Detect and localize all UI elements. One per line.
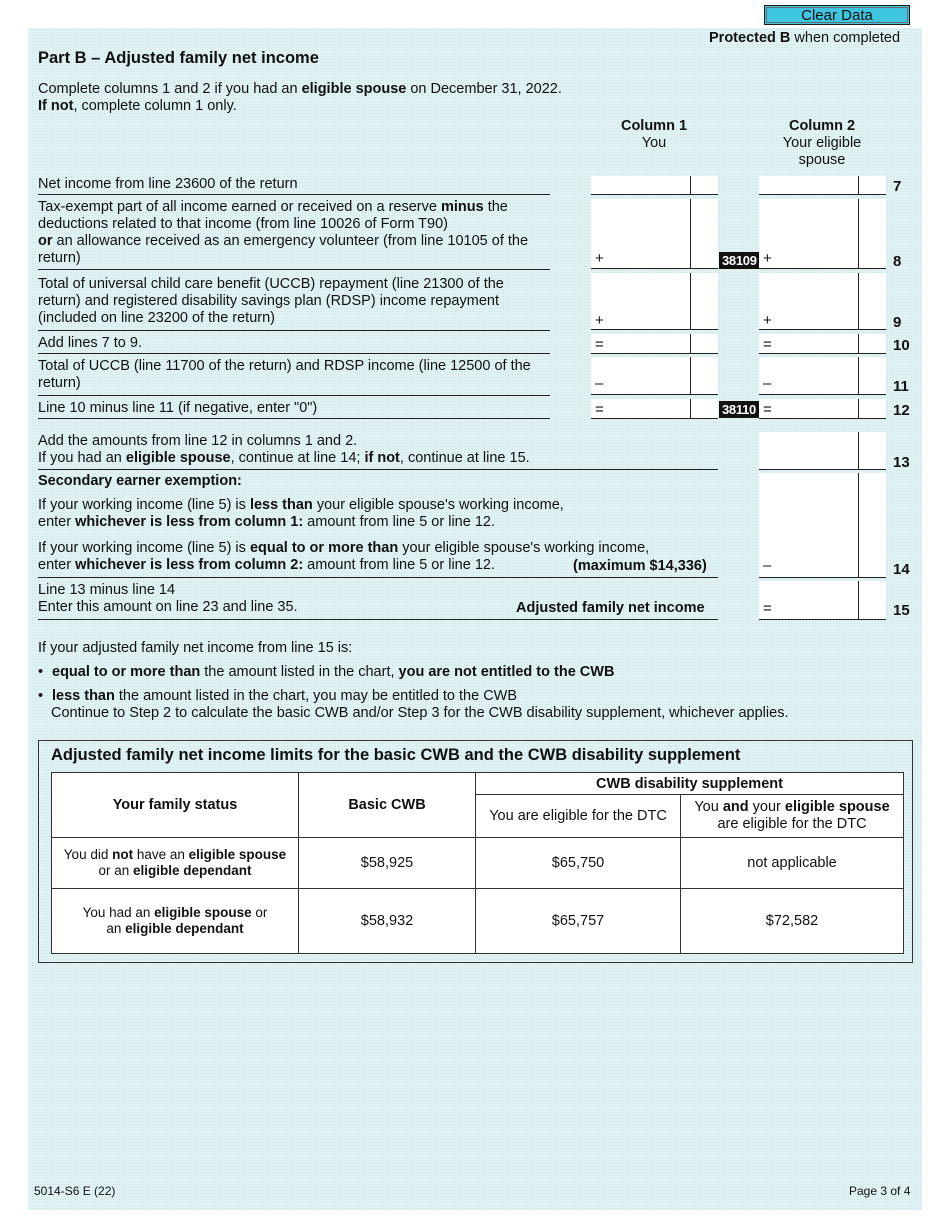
line-9-col1-input[interactable] (591, 273, 691, 330)
line-14-text: If your working income (line 5) is (38, 497, 250, 513)
minus-operator: – (763, 557, 772, 574)
line-11-col1-cents[interactable] (691, 357, 718, 395)
adjusted-family-net-income-label: Adjusted family net income (516, 600, 705, 616)
clear-data-button[interactable]: Clear Data (764, 5, 910, 25)
row-2-dtc-both: $72,582 (681, 889, 904, 954)
secondary-earner-heading: Secondary earner exemption: (38, 473, 242, 489)
form-id: 5014-S6 E (22) (34, 1184, 116, 1198)
line-13-input[interactable] (759, 432, 859, 470)
row-2-dtc-you: $65,757 (476, 889, 681, 954)
intro-text: , complete column 1 only. (73, 98, 237, 114)
divider (38, 330, 550, 331)
column-1-subtitle: You (641, 135, 667, 151)
line-14-cents[interactable] (859, 473, 886, 578)
line-13-text: If you had an (38, 450, 126, 466)
row-1-dtc-both: not applicable (681, 838, 904, 889)
line-9-col2-cents[interactable] (859, 273, 886, 330)
part-b-title: Part B – Adjusted family net income (38, 49, 319, 67)
column-2-subtitle: spouse (798, 152, 846, 168)
line-8-col2-input[interactable] (759, 199, 859, 269)
line-14-text: your eligible spouse's working income, (398, 540, 650, 556)
header-bold: and (722, 799, 749, 815)
line-8-col2-cents[interactable] (859, 199, 886, 269)
line-10-col1-input[interactable] (591, 334, 691, 354)
cell-text: an (106, 921, 126, 936)
intro-bold: If not (38, 98, 74, 114)
bullet-text: the amount listed in the chart, (200, 664, 399, 680)
line-15-cents[interactable] (859, 581, 886, 620)
plus-operator: + (763, 312, 772, 329)
cell-text: have an (133, 847, 189, 862)
line-8-label (38, 199, 550, 267)
divider (38, 619, 718, 620)
cell-text: or (251, 905, 268, 920)
column-1-title: Column 1 (620, 118, 688, 134)
bullet-icon: • (38, 664, 44, 680)
header-bold: eligible spouse (784, 799, 890, 815)
line-12-col1-cents[interactable] (691, 399, 718, 419)
protected-b-bold: Protected B (709, 30, 791, 46)
header-basic-cwb: Basic CWB (299, 773, 476, 838)
line-8-text: an allowance received as an emergency volunteer (from line 10105 of the return) (38, 233, 529, 266)
line-10-col1-cents[interactable] (691, 334, 718, 354)
row-1-basic: $58,925 (299, 838, 476, 889)
line-12-number: 12 (893, 402, 910, 419)
cell-bold: not (112, 847, 134, 862)
entitlement-bullet-1 (38, 664, 898, 681)
header-family-status: Your family status (52, 773, 299, 838)
header-disability-supplement: CWB disability supplement (476, 773, 904, 795)
header-text: You (694, 799, 723, 815)
column-2-subtitle: Your eligible (782, 135, 862, 151)
line-11-col2-cents[interactable] (859, 357, 886, 395)
line-9-col2-input[interactable] (759, 273, 859, 330)
protected-b-label (709, 30, 900, 46)
line-10-col2-cents[interactable] (859, 334, 886, 354)
table-row (52, 889, 904, 954)
line-8-bold: minus (440, 199, 484, 215)
bullet-text: Continue to Step 2 to calculate the basic CWB and/or Step 3 for the CWB disability supplement, whichever applies. (51, 705, 789, 721)
line-10-label: Add lines 7 to 9. (38, 335, 142, 351)
line-11-col1-input[interactable] (591, 357, 691, 395)
line-12-col2-input[interactable] (759, 399, 859, 419)
table-header-row (52, 773, 904, 795)
divider (38, 418, 550, 419)
line-7-label: Net income from line 23600 of the return (38, 176, 298, 192)
line-14-text: enter (38, 557, 76, 573)
plus-operator: + (763, 250, 772, 267)
line-11-number: 11 (893, 378, 909, 395)
line-9-col1-cents[interactable] (691, 273, 718, 330)
row-1-dtc-you: $65,750 (476, 838, 681, 889)
intro-text: Complete columns 1 and 2 if you had an (38, 81, 302, 97)
minus-operator: – (595, 375, 604, 392)
entitlement-bullet-2 (38, 688, 898, 722)
line-14-text: your eligible spouse's working income, (312, 497, 564, 513)
equals-operator: = (763, 336, 772, 353)
header-text: your (748, 799, 785, 815)
divider (38, 269, 550, 270)
cell-bold: eligible spouse (188, 847, 287, 862)
line-7-col2-input[interactable] (759, 176, 859, 195)
page-number: Page 3 of 4 (849, 1184, 911, 1198)
line-7-number: 7 (893, 178, 902, 195)
bullet-icon: • (38, 688, 44, 704)
line-15-input[interactable] (759, 581, 859, 620)
plus-operator: + (595, 250, 604, 267)
equals-operator: = (595, 336, 604, 353)
bullet-bold: less than (52, 688, 115, 704)
equals-operator: = (763, 600, 772, 617)
line-15-text: Enter this amount on line 23 and line 35. (38, 599, 298, 615)
line-12-col1-input[interactable] (591, 399, 691, 419)
line-14-text: enter (38, 514, 76, 530)
line-8-bold: or (38, 233, 53, 249)
divider (38, 395, 550, 396)
line-14-bold: less than (249, 497, 313, 513)
cell-bold: eligible spouse (154, 905, 252, 920)
limits-chart-title: Adjusted family net income limits for the basic CWB and the CWB disability supplement (51, 746, 741, 764)
line-14-text: amount from line 5 or line 12. (303, 557, 495, 573)
table-row (52, 838, 904, 889)
entitlement-intro: If your adjusted family net income from line 15 is: (38, 640, 353, 656)
line-13-label (38, 433, 728, 467)
line-7-col1-cents[interactable] (691, 176, 718, 195)
line-12-code: 38110 (719, 401, 759, 418)
line-9-number: 9 (893, 314, 902, 331)
cell-text: or an (98, 863, 133, 878)
line-11-label: Total of UCCB (line 11700 of the return) and RDSP income (line 12500 of the return) (38, 358, 531, 391)
line-14-number: 14 (893, 561, 910, 578)
line-14-bold: whichever is less from column 2: (75, 557, 304, 573)
bullet-text: the amount listed in the chart, you may be entitled to the CWB (114, 688, 518, 704)
plus-operator: + (595, 312, 604, 329)
line-13-bold: eligible spouse (125, 450, 231, 466)
line-14-text: amount from line 5 or line 12. (303, 514, 495, 530)
row-2-status (52, 889, 299, 954)
line-7-col2-cents[interactable] (859, 176, 886, 195)
line-13-number: 13 (893, 454, 910, 471)
line-13-text: Add the amounts from line 12 in columns 1 and 2. (38, 433, 358, 449)
line-8-text: the deductions related to that income (from line 10026 of Form T90) (38, 199, 508, 232)
line-8-col1-cents[interactable] (691, 199, 718, 269)
line-8-number: 8 (893, 253, 902, 270)
cell-text: You had an (82, 905, 155, 920)
line-14-bold: whichever is less from column 1: (75, 514, 304, 530)
header-dtc-you: You are eligible for the DTC (476, 795, 681, 838)
divider (38, 469, 718, 470)
line-14-text: If your working income (line 5) is (38, 540, 250, 556)
divider (38, 577, 718, 578)
line-10-col2-input[interactable] (759, 334, 859, 354)
bullet-bold: equal to or more than (52, 664, 201, 680)
line-8-col1-input[interactable] (591, 199, 691, 269)
line-10-number: 10 (893, 337, 910, 354)
cell-bold: eligible dependant (125, 921, 244, 936)
line-9-label: Total of universal child care benefit (UCCB) repayment (line 21300 of the return) and registered disability savings plan (RDSP) income repayment (included on line 23200 of the return) (38, 276, 504, 326)
equals-operator: = (763, 401, 772, 418)
intro-text: on December 31, 2022. (406, 81, 562, 97)
line-8-code: 38109 (719, 252, 760, 269)
bullet-bold: you are not entitled to the CWB (398, 664, 615, 680)
line-7-col1-input[interactable] (591, 176, 691, 195)
line-13-text: , continue at line 15. (399, 450, 530, 466)
minus-operator: – (763, 375, 772, 392)
line-13-cents[interactable] (859, 432, 886, 470)
column-2-title: Column 2 (788, 118, 856, 134)
column-2-header (762, 118, 882, 169)
cell-text: You did (63, 847, 113, 862)
row-1-status (52, 838, 299, 889)
line-14-para-1 (38, 497, 718, 531)
line-15-text: Line 13 minus line 14 (38, 582, 176, 598)
intro-bold: eligible spouse (301, 81, 407, 97)
line-13-bold: if not (364, 450, 400, 466)
column-1-header (594, 118, 714, 152)
limits-table (51, 772, 904, 954)
line-13-text: , continue at line 14; (230, 450, 365, 466)
divider (38, 353, 550, 354)
cell-bold: eligible dependant (133, 863, 252, 878)
part-b-intro (38, 81, 562, 115)
protected-b-rest: when completed (790, 30, 901, 46)
line-12-label: Line 10 minus line 11 (if negative, enter "0") (38, 400, 318, 416)
divider (38, 194, 550, 195)
line-12-col2-cents[interactable] (859, 399, 886, 419)
line-11-col2-input[interactable] (759, 357, 859, 395)
line-14-maximum: (maximum $14,336) (573, 558, 707, 574)
line-15-number: 15 (893, 602, 910, 619)
line-14-bold: equal to or more than (249, 540, 399, 556)
line-14-input[interactable] (759, 473, 859, 578)
header-text: are eligible for the DTC (717, 816, 867, 832)
row-2-basic: $58,932 (299, 889, 476, 954)
equals-operator: = (595, 401, 604, 418)
header-dtc-both (681, 795, 904, 838)
line-8-text: Tax-exempt part of all income earned or received on a reserve (38, 199, 441, 215)
